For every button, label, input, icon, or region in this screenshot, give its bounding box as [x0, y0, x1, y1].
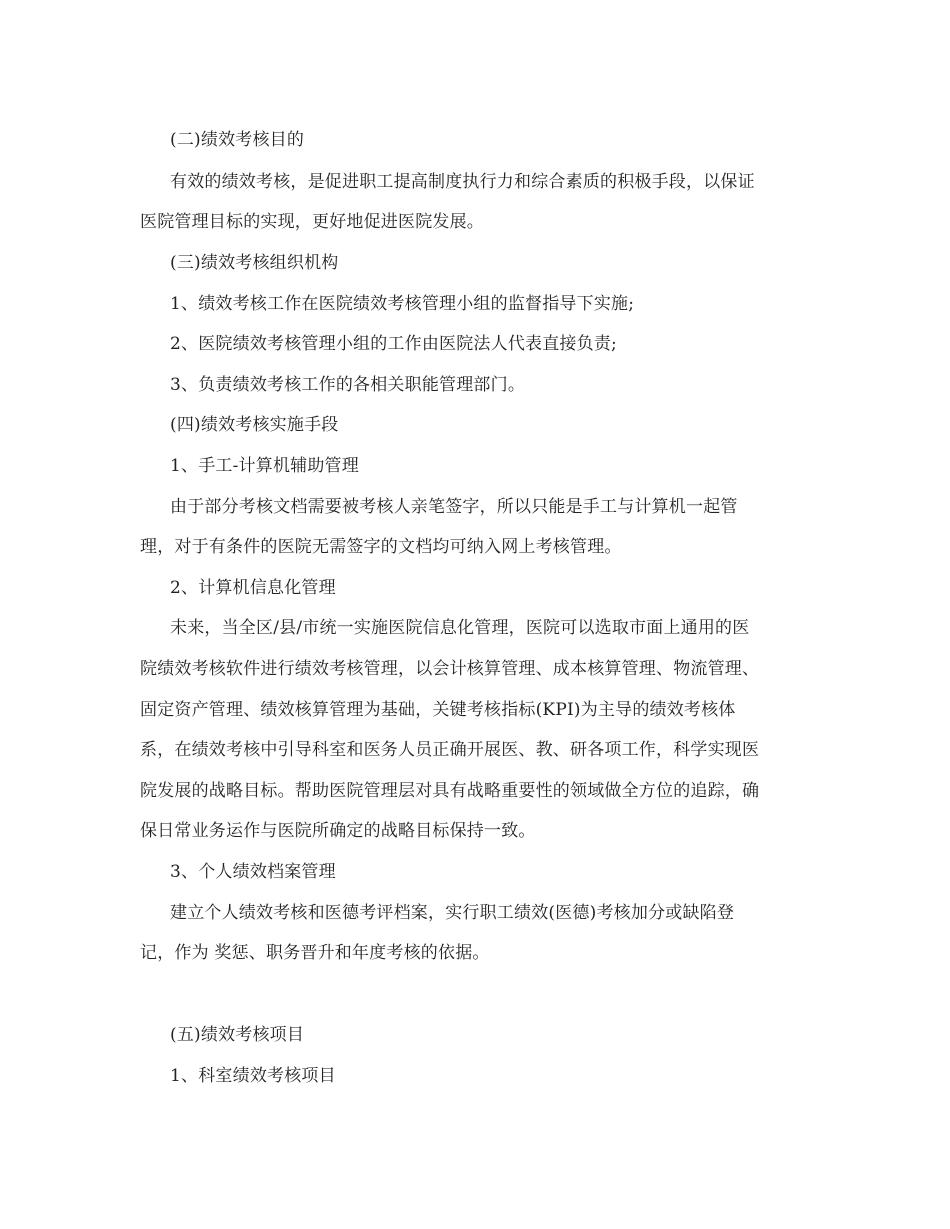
paragraph-line: 有效的绩效考核，是促进职工提高制度执行力和综合素质的积极手段，以保证 — [170, 172, 755, 192]
paragraph-line: 建立个人绩效考核和医德考评档案，实行职工绩效(医德)考核加分或缺陷登 — [170, 903, 735, 923]
list-item: 1、绩效考核工作在医院绩效考核管理小组的监督指导下实施; — [170, 294, 635, 314]
subheading: 2、计算机信息化管理 — [170, 578, 336, 598]
paragraph-line: 院发展的战略目标。帮助医院管理层对具有战略重要性的领域做全方位的追踪，确 — [140, 781, 760, 801]
paragraph-line: 由于部分考核文档需要被考核人亲笔签字，所以只能是手工与计算机一起管 — [170, 497, 738, 517]
section-heading-items: (五)绩效考核项目 — [170, 1025, 305, 1045]
paragraph-line: 医院管理目标的实现，更好地促进医院发展。 — [140, 212, 484, 232]
paragraph-line: 记，作为 奖惩、职务晋升和年度考核的依据。 — [140, 943, 490, 963]
list-item: 2、医院绩效考核管理小组的工作由医院法人代表直接负责; — [170, 334, 617, 354]
paragraph-line: 院绩效考核软件进行绩效考核管理，以会计核算管理、成本核算管理、物流管理、 — [140, 659, 760, 679]
paragraph-line: 未来，当全区/县/市统一实施医院信息化管理，医院可以选取市面上通用的医 — [170, 618, 750, 638]
paragraph-line: 系，在绩效考核中引导科室和医务人员正确开展医、教、研各项工作，科学实现医 — [140, 740, 760, 760]
section-heading-methods: (四)绩效考核实施手段 — [170, 415, 339, 435]
paragraph-line: 固定资产管理、绩效核算管理为基础，关键考核指标(KPI)为主导的绩效考核体 — [140, 700, 736, 720]
list-item: 3、负责绩效考核工作的各相关职能管理部门。 — [170, 375, 526, 395]
paragraph-line: 理，对于有条件的医院无需签字的文档均可纳入网上考核管理。 — [140, 537, 622, 557]
subheading: 3、个人绩效档案管理 — [170, 862, 336, 882]
section-heading-organization: (三)绩效考核组织机构 — [170, 253, 339, 273]
subheading: 1、科室绩效考核项目 — [170, 1066, 336, 1086]
section-heading-purpose: (二)绩效考核目的 — [170, 130, 305, 150]
subheading: 1、手工-计算机辅助管理 — [170, 456, 359, 476]
paragraph-line: 保日常业务运作与医院所确定的战略目标保持一致。 — [140, 821, 536, 841]
